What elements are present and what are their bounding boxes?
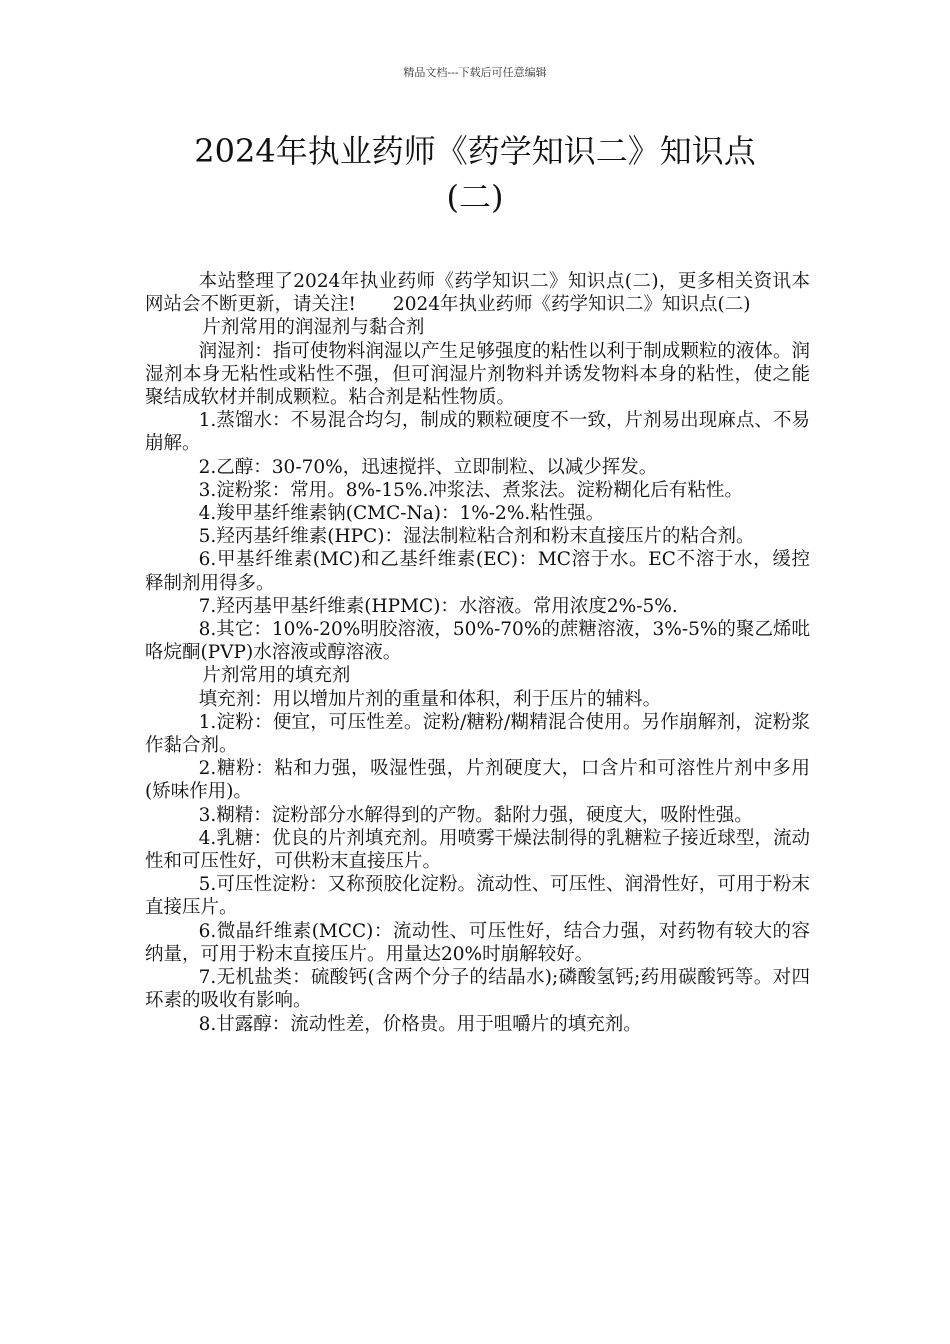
list-item: 4.乳糖：优良的片剂填充剂。用喷雾干燥法制得的乳糖粒子接近球型，流动性和可压性好，可供粉末直接压片。: [145, 827, 810, 873]
list-item: 6.甲基纤维素(MC)和乙基纤维素(EC)：MC溶于水。EC不溶于水，缓控释制剂用得多。: [145, 549, 810, 594]
section-heading-fillers: 片剂常用的填充剂: [202, 665, 351, 687]
list-item: 2.乙醇：30-70%，迅速搅拌、立即制粒、以减少挥发。: [198, 456, 658, 478]
page-title: [120, 128, 830, 220]
list-item: 7.无机盐类：硫酸钙(含两个分子的结晶水);磷酸氢钙;药用碳酸钙等。对四环素的吸收有影响。: [145, 967, 810, 1012]
list-item: 6.微晶纤维素(MCC)：流动性、可压性好，结合力强，对药物有较大的容纳量，可用于粉末直接压片。用量达20%时崩解较好。: [145, 920, 810, 965]
list-item: 3.淀粉浆：常用。8%-15%.冲浆法、煮浆法。淀粉糊化后有粘性。: [198, 479, 743, 501]
list-item: 1.淀粉：便宜，可压性差。淀粉/糖粉/糊精混合使用。另作崩解剂，淀粉浆作黏合剂。: [145, 711, 810, 757]
paragraph: 润湿剂：指可使物料润湿以产生足够强度的粘性以利于制成颗粒的液体。润湿剂本身无粘性或粘性不强，但可润湿片剂物料并诱发物料本身的粘性，使之能聚结成软材并制成颗粒。粘合剂是粘性物质。: [145, 340, 810, 409]
list-item: 1.蒸馏水：不易混合均匀，制成的颗粒硬度不一致，片剂易出现麻点、不易崩解。: [145, 410, 810, 455]
list-item: 2.糖粉：粘和力强，吸湿性强，片剂硬度大，口含片和可溶性片剂中多用(矫味作用)。: [145, 758, 810, 803]
list-item: 5.羟丙基纤维素(HPC)：湿法制粒粘合剂和粉末直接压片的粘合剂。: [198, 526, 755, 548]
list-item: 7.羟丙基甲基纤维素(HPMC)：水溶液。常用浓度2%-5%.: [198, 595, 678, 617]
document-body: [145, 270, 810, 1036]
list-item: 4.羧甲基纤维素钠(CMC-Na)：1%-2%.粘性强。: [198, 503, 605, 525]
list-item: 3.糊精：淀粉部分水解得到的产物。黏附力强，硬度大，吸附性强。: [198, 804, 753, 826]
intro-paragraph: 本站整理了2024年执业药师《药学知识二》知识点(二)，更多相关资讯本网站会不断更新，请关注! 2024年执业药师《药学知识二》知识点(二): [145, 271, 810, 316]
title-line-1: 2024年执业药师《药学知识二》知识点: [194, 132, 756, 170]
list-item: 5.可压性淀粉：又称预胶化淀粉。流动性、可压性、润滑性好，可用于粉末直接压片。: [145, 874, 810, 919]
list-item: 8.甘露醇：流动性差，价格贵。用于咀嚼片的填充剂。: [198, 1013, 642, 1035]
header-note: 精品文档---下载后可任意编辑: [403, 66, 547, 79]
list-item: 8.其它：10%-20%明胶溶液，50%-70%的蔗糖溶液，3%-5%的聚乙烯吡咯烷酮(PVP)水溶液或醇溶液。: [145, 619, 810, 664]
paragraph: 填充剂：用以增加片剂的重量和体积，利于压片的辅料。: [198, 688, 662, 710]
title-line-2: (二): [446, 178, 504, 216]
section-heading-wetting-binding: 片剂常用的润湿剂与黏合剂: [202, 317, 425, 339]
